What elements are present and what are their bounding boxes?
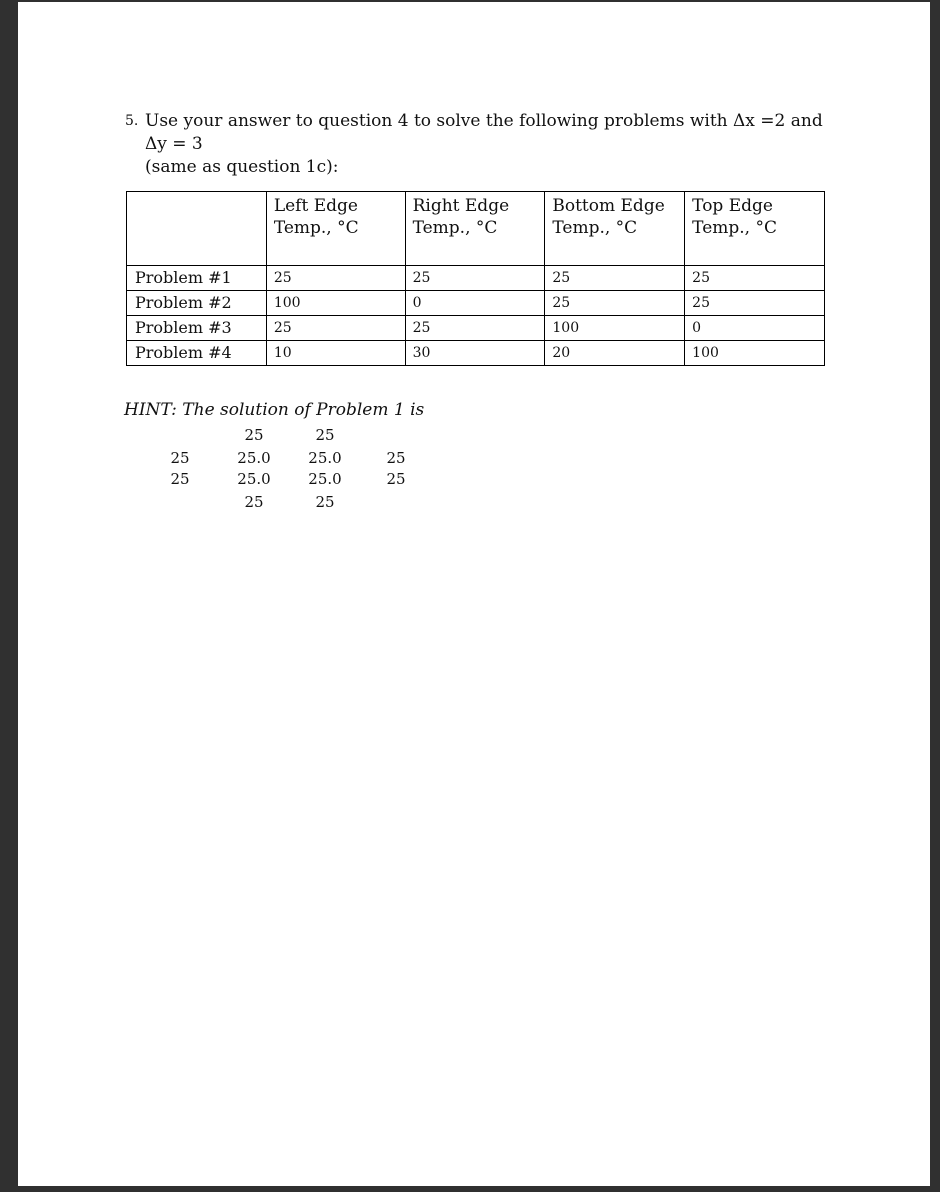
- row-label: Problem #4: [127, 341, 267, 366]
- grid-bottom-2: 25: [315, 493, 335, 511]
- grid-row2-right: 25: [386, 470, 406, 488]
- boundary-conditions-table: [126, 191, 825, 366]
- grid-row2-inner-2: 25.0: [308, 470, 342, 488]
- top-edge-value: 0: [685, 316, 825, 341]
- table-header-blank: [127, 192, 267, 266]
- top-edge-value: 25: [685, 266, 825, 291]
- question-line-2: (same as question 1c):: [145, 157, 339, 177]
- right-edge-value: 30: [405, 341, 545, 366]
- grid-row2-inner-1: 25.0: [237, 470, 271, 488]
- table-header-right-edge: Right Edge Temp., °C: [405, 192, 545, 266]
- row-label: Problem #2: [127, 291, 267, 316]
- table-header-bottom-edge: Bottom Edge Temp., °C: [545, 192, 685, 266]
- question-line-1: Use your answer to question 4 to solve the following problems with Δx =2 and Δy = 3: [145, 111, 823, 154]
- top-edge-value: 25: [685, 291, 825, 316]
- table-header-top-edge: Top Edge Temp., °C: [685, 192, 825, 266]
- left-edge-value: 100: [266, 291, 405, 316]
- document-page: [18, 2, 930, 1186]
- grid-bottom-1: 25: [244, 493, 264, 511]
- table-header-row: [127, 192, 825, 266]
- table-row: [127, 291, 825, 316]
- grid-row2-left: 25: [170, 470, 190, 488]
- hint-text: HINT: The solution of Problem 1 is: [124, 400, 425, 420]
- row-label: Problem #3: [127, 316, 267, 341]
- grid-top-2: 25: [315, 426, 335, 444]
- right-edge-value: 0: [405, 291, 545, 316]
- grid-row1-inner-1: 25.0: [237, 449, 271, 467]
- right-edge-value: 25: [405, 266, 545, 291]
- grid-top-1: 25: [244, 426, 264, 444]
- table-row: [127, 316, 825, 341]
- table-row: [127, 266, 825, 291]
- question-number: 5.: [125, 113, 139, 129]
- grid-row1-left: 25: [170, 449, 190, 467]
- left-edge-value: 10: [266, 341, 405, 366]
- left-edge-value: 25: [266, 266, 405, 291]
- table-row: [127, 341, 825, 366]
- bottom-edge-value: 25: [545, 291, 685, 316]
- left-edge-value: 25: [266, 316, 405, 341]
- grid-row1-right: 25: [386, 449, 406, 467]
- table-header-left-edge: Left Edge Temp., °C: [266, 192, 405, 266]
- bottom-edge-value: 20: [545, 341, 685, 366]
- grid-row1-inner-2: 25.0: [308, 449, 342, 467]
- top-edge-value: 100: [685, 341, 825, 366]
- bottom-edge-value: 25: [545, 266, 685, 291]
- bottom-edge-value: 100: [545, 316, 685, 341]
- right-edge-value: 25: [405, 316, 545, 341]
- row-label: Problem #1: [127, 266, 267, 291]
- question-5: [125, 110, 845, 179]
